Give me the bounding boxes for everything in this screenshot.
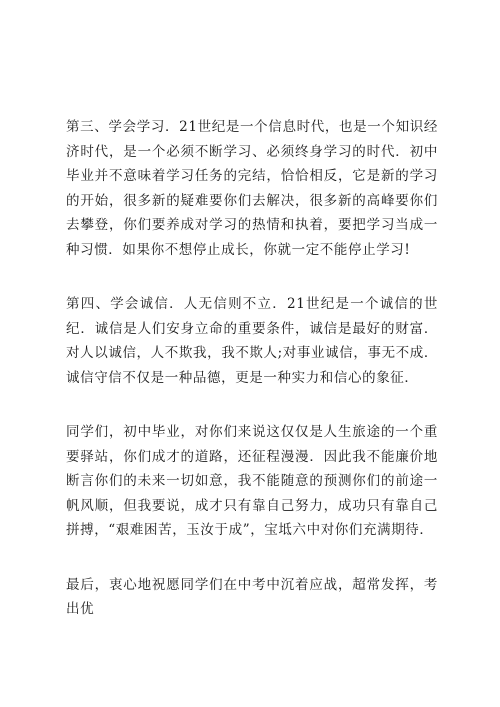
document-body xyxy=(66,115,438,652)
paragraph-classmates: 同学们，初中毕业，对你们来说这仅仅是人生旅途的一个重要驿站，你们成才的道路，还征程漫漫．因此我不能廉价地断言你们的未来一切如意，我不能随意的预测你们的前途一帆风顺，但我要说，成才只有靠自己努力，成功只有靠自己拼搏，“艰难困苦，玉汝于成”，宝坻六中对你们充满期待． xyxy=(66,424,438,538)
paragraph-closing: 最后，衷心地祝愿同学们在中考中沉着应战，超常发挥，考出优 xyxy=(66,576,438,617)
paragraph-learning: 第三、学会学习．21世纪是一个信息时代，也是一个知识经济时代，是一个必须不断学习、必须终身学习的时代．初中毕业并不意味着学习任务的完结，恰恰相反，它是新的学习的开始，很多新的疑难要你们去解决，很多新的高峰要你们去攀登，你们要养成对学习的热情和执着，要把学习当成一种习惯．如果你不想停止成长，你就一定不能停止学习! xyxy=(66,119,438,258)
paragraph-integrity: 第四、学会诚信．人无信则不立．21世纪是一个诚信的世纪．诚信是人们安身立命的重要条件，诚信是最好的财富．对人以诚信，人不欺我，我不欺人;对事业诚信，事无不成．诚信守信不仅是一种品德，更是一种实力和信心的象征． xyxy=(66,296,438,386)
